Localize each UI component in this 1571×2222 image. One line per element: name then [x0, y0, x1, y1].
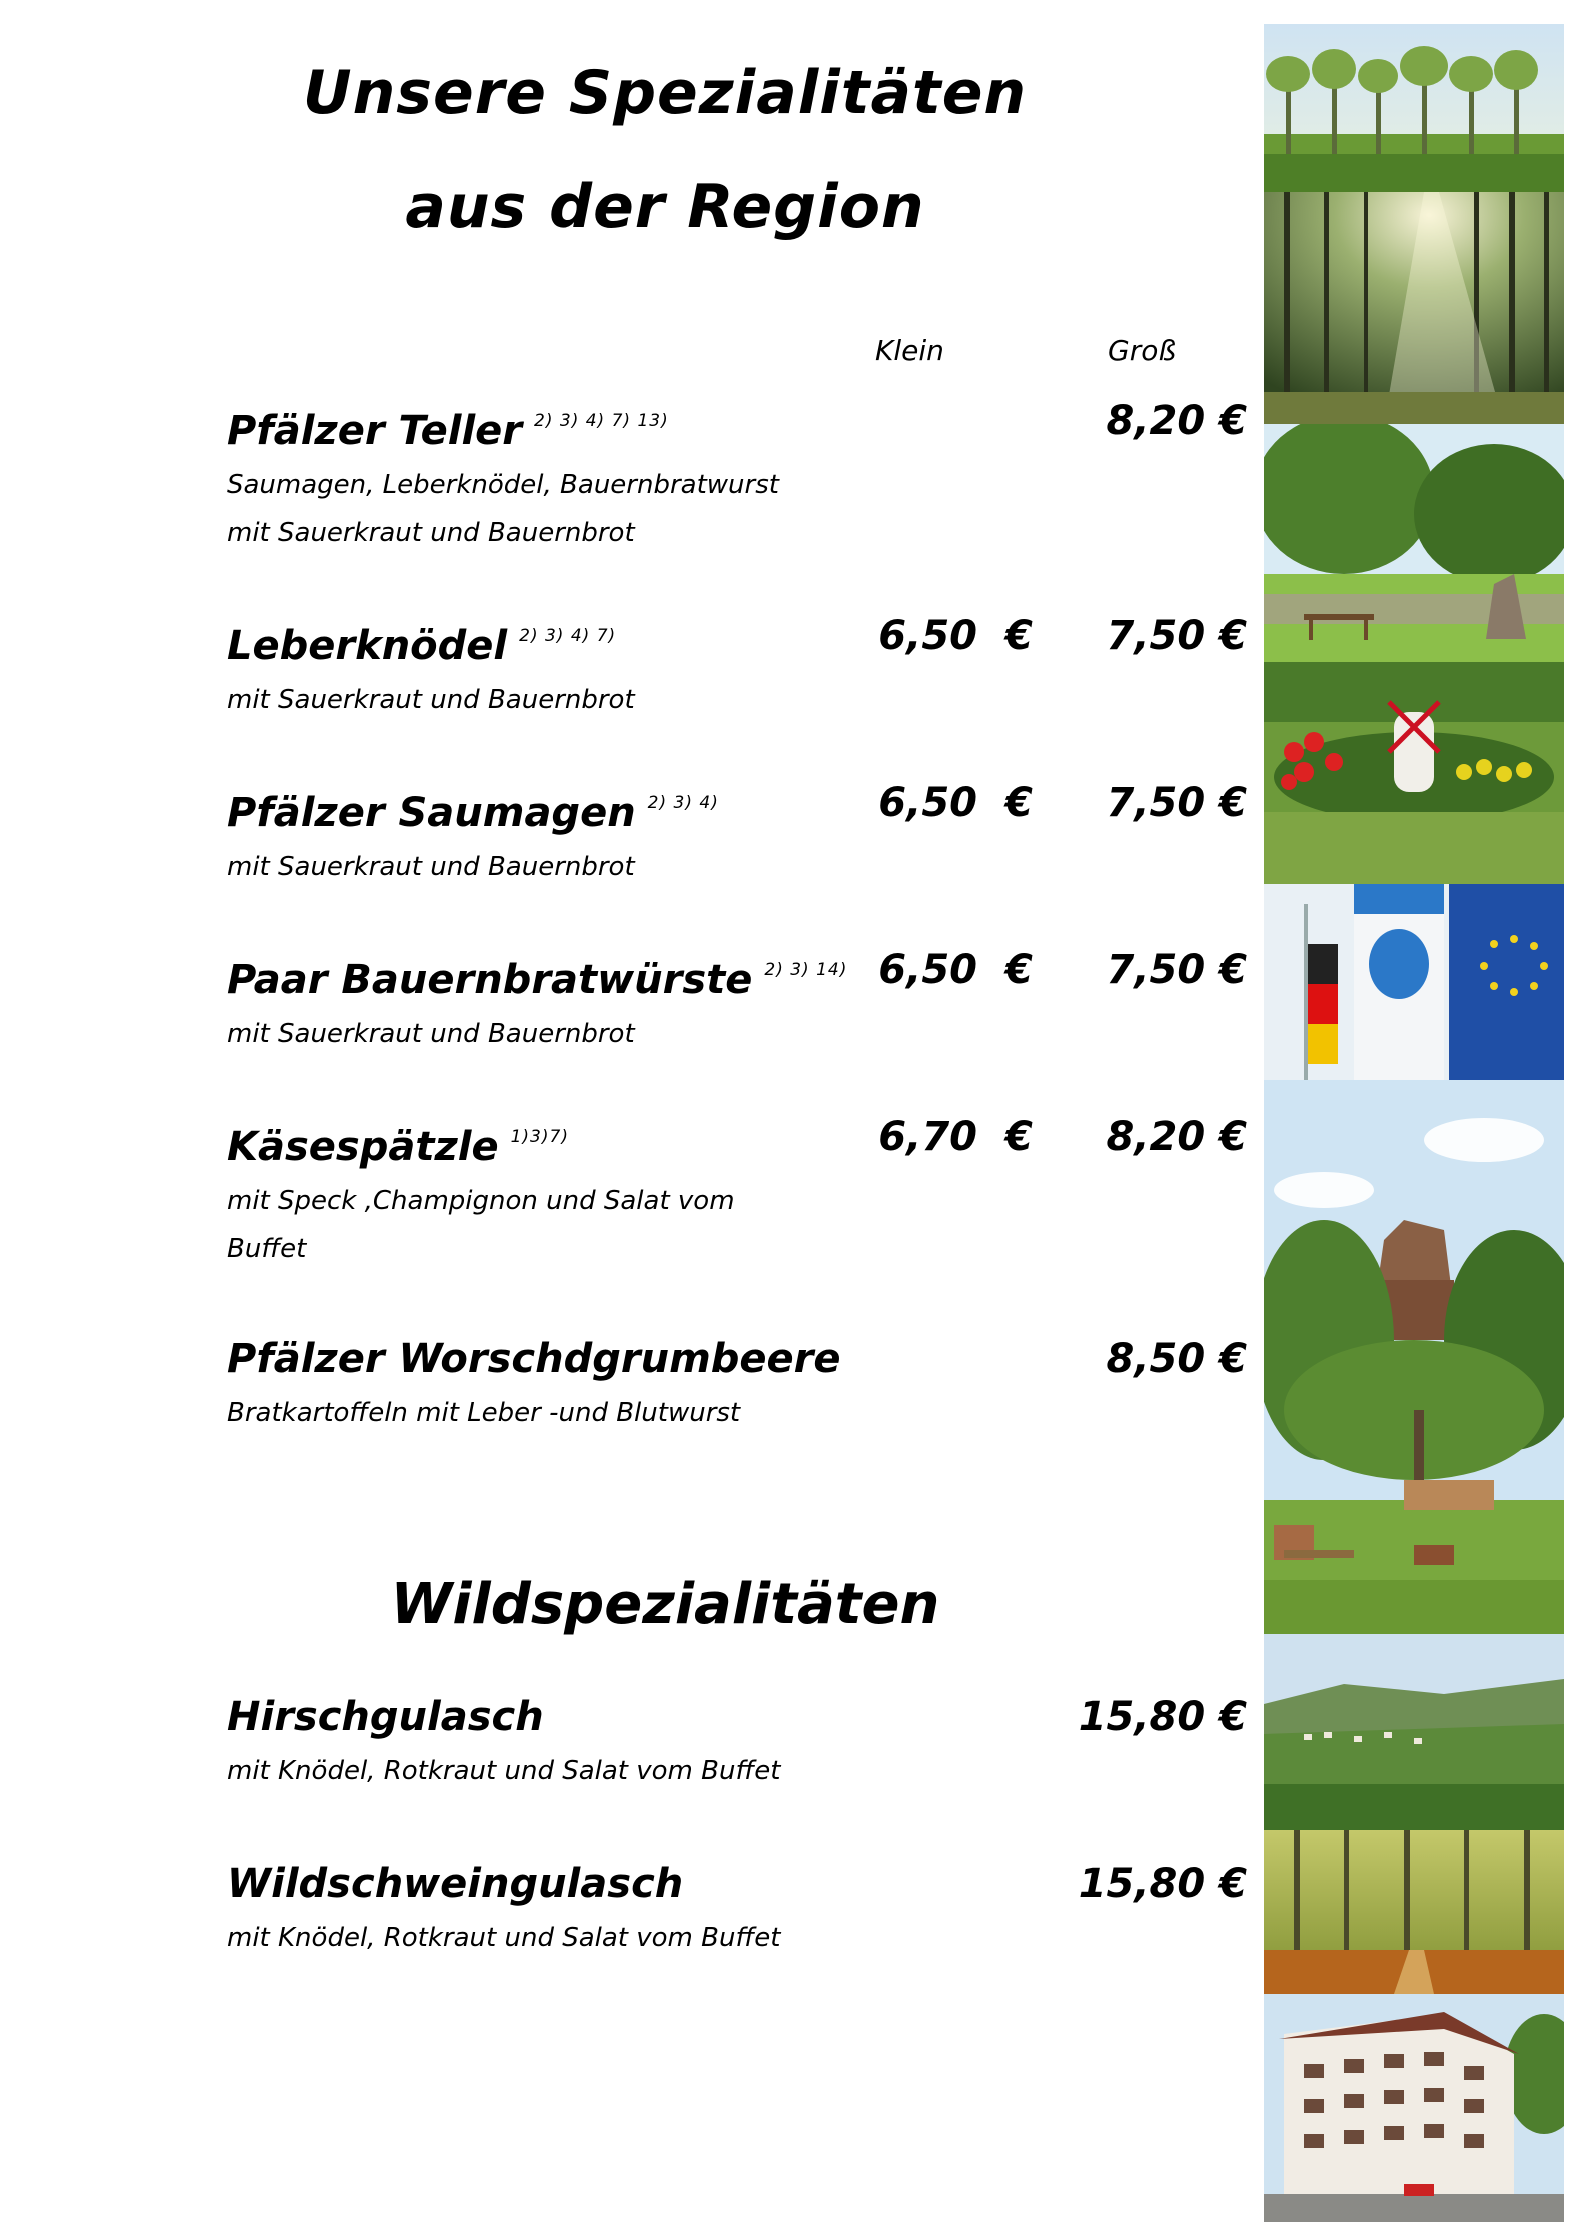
menu-item: [227, 1113, 1247, 1273]
menu-item-name: Pfälzer Worschdgrumbeere: [227, 1336, 841, 1382]
menu-item-name: Käsespätzle $^{1)3)7)}$: [227, 1124, 569, 1170]
price-large: 7,50 €: [1106, 613, 1247, 659]
menu-item-name: Hirschgulasch: [227, 1694, 544, 1740]
price-large: 15,80 €: [1078, 1861, 1247, 1907]
column-header-large: Groß: [1108, 334, 1176, 367]
menu-item: [227, 397, 1247, 557]
menu-item-name: Pfälzer Saumagen $^{2) 3) 4)}$: [227, 790, 719, 836]
price-large: 8,20 €: [1106, 1114, 1247, 1160]
price-small: 6,70 €: [878, 1114, 1033, 1160]
price-small: 6,50 €: [878, 947, 1033, 993]
valley-village-photo: [1264, 1634, 1564, 1830]
hotel-building-photo: [1264, 1994, 1564, 2222]
park-meadow-photo: [1264, 424, 1564, 662]
flags-photo: [1264, 884, 1564, 1080]
page-title-line1: Unsere Spezialitäten: [302, 58, 1028, 128]
price-large: 7,50 €: [1106, 947, 1247, 993]
price-large: 8,20 €: [1106, 398, 1247, 444]
allergen-codes: 2) 3) 4) 7): [519, 626, 617, 646]
menu-item: [227, 1693, 1247, 1795]
forest-sunrays-photo: [1264, 192, 1564, 424]
price-large: 7,50 €: [1106, 780, 1247, 826]
allergen-codes: 2) 3) 4) 7) 13): [534, 411, 669, 431]
price-small: 6,50 €: [878, 613, 1033, 659]
castle-ruin-park-photo: [1264, 1080, 1564, 1634]
price-small: 6,50 €: [878, 780, 1033, 826]
menu-item-description: mit Knödel, Rotkraut und Salat vom Buffet: [227, 1756, 781, 1786]
menu-item: [227, 1860, 1247, 1962]
section-title-game: Wildspezialitäten: [390, 1572, 940, 1637]
menu-item-name: Paar Bauernbratwürste $^{2) 3) 14)}$: [227, 957, 848, 1003]
menu-item: [227, 612, 1247, 724]
willow-trees-photo: [1264, 24, 1564, 192]
menu-item: [227, 1335, 1247, 1437]
menu-item-name: Leberknödel $^{2) 3) 4) 7)}$: [227, 623, 617, 669]
allergen-codes: 2) 3) 4): [647, 793, 719, 813]
menu-item-description: Bratkartoffeln mit Leber -und Blutwurst: [227, 1398, 741, 1428]
menu-item-name: Wildschweingulasch: [227, 1861, 684, 1907]
price-large: 15,80 €: [1078, 1694, 1247, 1740]
autumn-forest-photo: [1264, 1830, 1564, 1994]
price-large: 8,50 €: [1106, 1336, 1247, 1382]
menu-item-description: mit Sauerkraut und Bauernbrot: [227, 1019, 635, 1049]
menu-item: [227, 946, 1247, 1058]
column-header-small: Klein: [875, 334, 944, 367]
page-title-line2: aus der Region: [405, 172, 925, 242]
menu-item: [227, 779, 1247, 891]
menu-item-description: mit Knödel, Rotkraut und Salat vom Buffet: [227, 1923, 781, 1953]
windmill-flowerbed-photo: [1264, 662, 1564, 884]
allergen-codes: 1)3)7): [510, 1127, 569, 1147]
menu-item-description: mit Speck ,Champignon und Salat vom Buffet: [227, 1186, 735, 1264]
allergen-codes: 2) 3) 14): [764, 960, 848, 980]
menu-item-name: Pfälzer Teller $^{2) 3) 4) 7) 13)}$: [227, 408, 669, 454]
menu-item-description: mit Sauerkraut und Bauernbrot: [227, 685, 635, 715]
menu-item-description: mit Sauerkraut und Bauernbrot: [227, 852, 635, 882]
menu-item-description: Saumagen, Leberknödel, Bauernbratwurst mit Sauerkraut und Bauernbrot: [227, 470, 779, 548]
